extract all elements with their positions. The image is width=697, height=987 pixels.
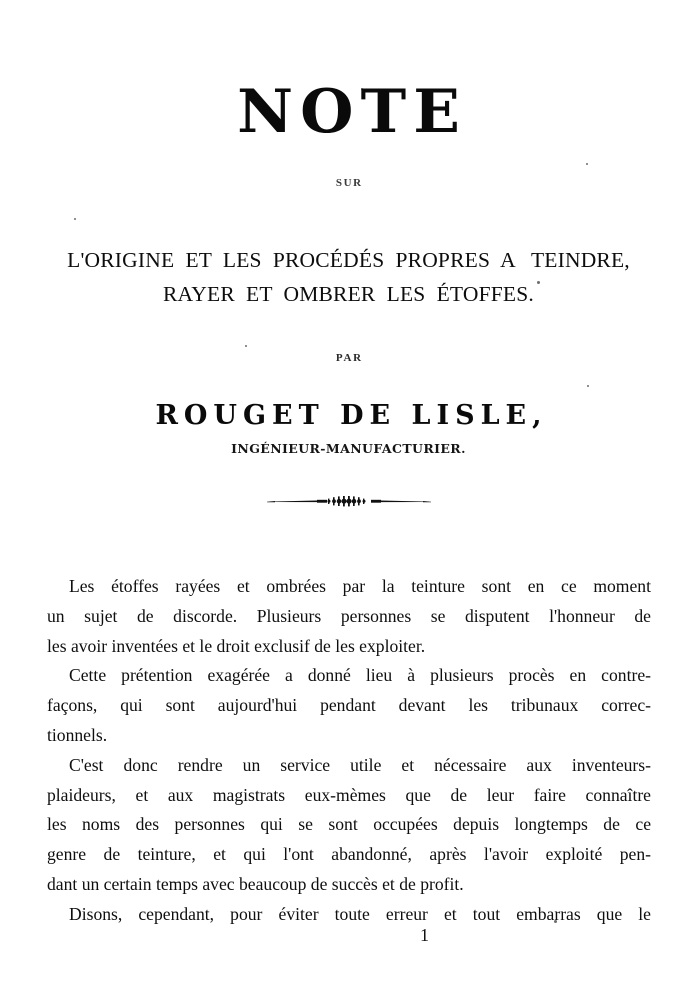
paragraph-1-line-2: un sujet de discorde. Plusieurs personnes se disputent l'honneur de <box>47 605 651 626</box>
paragraph-3-line-3: les noms des personnes qui se sont occupées depuis longtemps de ce <box>47 814 651 835</box>
document-subtitle <box>0 243 697 311</box>
author-name: ROUGET DE LISLE, <box>155 400 548 431</box>
paragraph-1-line-3: les avoir inventées et le droit exclusif de les exploiter. <box>47 635 426 656</box>
paragraph-2-line-1: Cette prétention exagérée a donné lieu à plusieurs procès en contre- <box>69 665 651 686</box>
paragraph-2 <box>47 661 651 750</box>
divider-ornament-icon <box>259 493 439 509</box>
paragraph-3 <box>47 751 651 900</box>
paragraph-1 <box>47 572 651 661</box>
document-title: NOTE <box>237 77 468 147</box>
subtitle-line-2: RAYER ET OMBRER LES ÉTOFFES. <box>163 282 534 306</box>
byline-preposition: PAR <box>335 352 363 364</box>
author-role: INGÉNIEUR-MANUFACTURIER. <box>231 441 466 456</box>
scan-speck <box>586 163 588 165</box>
scan-speck <box>245 345 247 347</box>
body-text <box>47 572 651 930</box>
subtitle-line-1: L'ORIGINE ET LES PROCÉDÉS PROPRES A TEINDRE, <box>67 248 630 272</box>
scan-speck <box>74 218 76 220</box>
paragraph-2-line-2: façons, qui sont aujourd'hui pendant devant les tribunaux correc- <box>47 695 651 716</box>
paragraph-3-line-2: plaideurs, et aux magistrats eux-mèmes que de leur faire connaître <box>47 784 651 805</box>
paragraph-3-line-4: genre de teinture, et qui l'ont abandonné, après l'avoir exploité pen- <box>47 844 651 865</box>
paragraph-4-line-1: Disons, cependant, pour éviter toute erreur et tout embarras que le <box>69 903 651 924</box>
paragraph-2-line-3: tionnels. <box>47 724 108 745</box>
paragraph-1-line-1: Les étoffes rayées et ombrées par la teinture sont en ce moment <box>69 576 651 596</box>
paragraph-3-line-1: C'est donc rendre un service utile et nécessaire aux inventeurs- <box>69 754 651 775</box>
title-preposition: SUR <box>335 177 363 189</box>
scan-speck <box>587 385 589 387</box>
paragraph-3-line-5: dant un certain temps avec beaucoup de succès et de profit. <box>47 873 464 894</box>
page-number: 1 <box>420 925 429 945</box>
ornamental-divider <box>0 492 697 510</box>
